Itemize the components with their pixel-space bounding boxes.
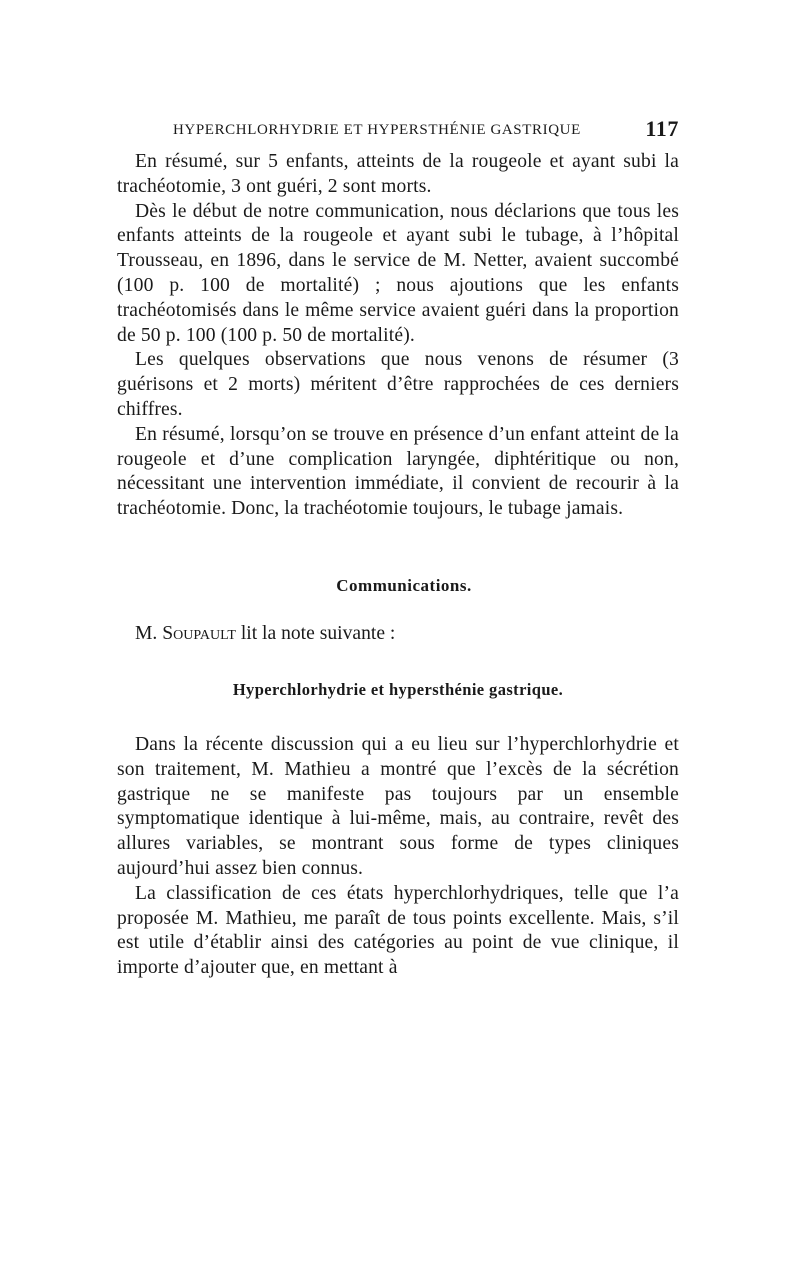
reading-suffix: lit la note suivante : [240, 622, 396, 644]
page-number: 117 [645, 116, 679, 141]
reading-prefix: M. [135, 622, 158, 644]
paragraph: Les quelques observations que nous venons de résumer (3 guérisons et 2 morts) méritent d’être rapprochées de ces derniers chiffres. [117, 349, 679, 420]
paragraph: Dans la récente discussion qui a eu lieu sur l’hyperchlorhydrie et son traitement, M. Mathieu a montré que l’excès de la sécrétion gastrique ne se manifeste pas toujours par un ensemble symptomatique identique à lui-même, mais, au contraire, revêt des allures variables, se montrant sous forme de types cliniques aujourd’hui assez bien connus. [117, 733, 679, 879]
reading-line [117, 622, 679, 646]
top-text-block [117, 150, 679, 522]
speaker-name: Soupault [162, 622, 236, 644]
paragraph: Dès le début de notre communication, nous déclarions que tous les enfants atteints de la rougeole et ayant subi le tubage, à l’hôpital Trousseau, en 1896, dans le service de M. Netter, avaient succombé (100 p. 100 de mortalité) ; nous ajoutions que les enfants trachéotomisés dans le même service avaient guéri dans la proportion de 50 p. 100 (100 p. 50 de mortalité). [117, 200, 679, 346]
book-page [117, 116, 679, 981]
paragraph: En résumé, lorsqu’on se trouve en présence d’un enfant atteint de la rougeole et d’une complication laryngée, diphtéritique ou non, nécessitant une intervention immédiate, il convient de recourir à la trachéotomie. Donc, la trachéotomie toujours, le tubage jamais. [117, 423, 679, 520]
article-title: Hyperchlorhydrie et hypersthénie gastrique. [232, 679, 564, 699]
section-heading: Communications. [336, 575, 472, 595]
paragraph: En résumé, sur 5 enfants, atteints de la rougeole et ayant subi la trachéotomie, 3 ont guéri, 2 sont morts. [117, 151, 679, 197]
running-title: HYPERCHLORHYDRIE ET HYPERSTHÉNIE GASTRIQUE [173, 122, 581, 138]
article-text-block [117, 733, 679, 981]
paragraph: La classification de ces états hyperchlorhydriques, telle que l’a proposée M. Mathieu, me paraît de tous points excellente. Mais, s’il est utile d’établir ainsi des catégories au point de vue clinique, il importe d’ajouter que, en mettant à [117, 882, 679, 979]
running-head [117, 116, 679, 150]
